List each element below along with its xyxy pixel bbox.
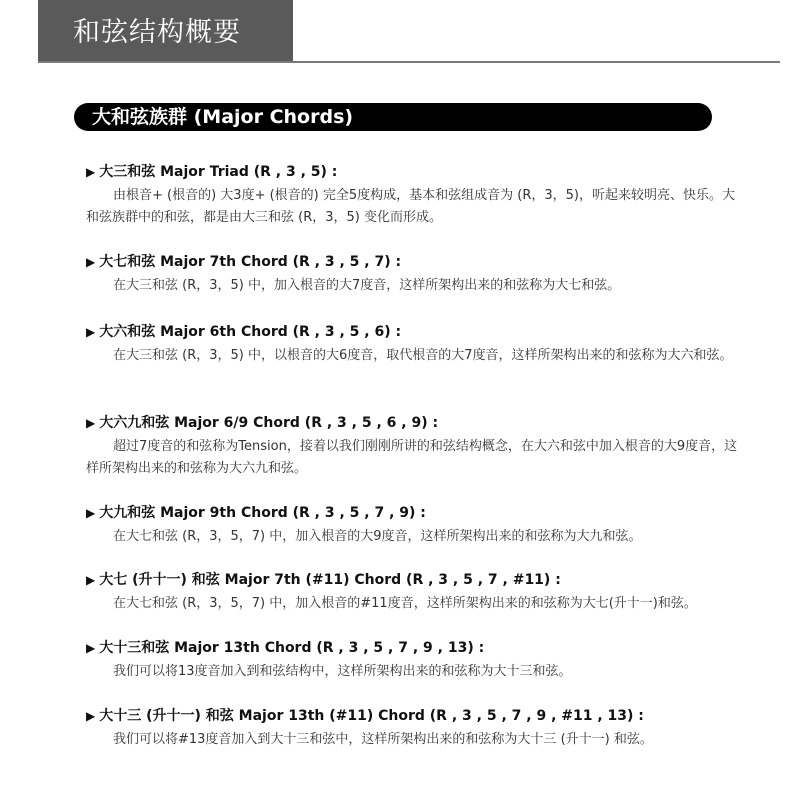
chord-item-major-13th (86, 638, 746, 683)
chord-title: 大七 (升十一) 和弦 Major 7th (#11) Chord (R , 3 , 5 , 7 , #11) : (99, 572, 561, 588)
chord-item-major-triad (86, 162, 746, 229)
chord-title: 大九和弦 Major 9th Chord (R , 3 , 5 , 7 , 9) : (99, 505, 426, 521)
chord-item-major-13th-sharp-11 (86, 706, 746, 751)
chord-title: 大六九和弦 Major 6/9 Chord (R , 3 , 5 , 6 , 9) : (99, 415, 439, 431)
chord-item-major-7th-sharp-11 (86, 570, 746, 615)
bullet-arrow-icon: ▶ (86, 165, 96, 179)
chord-title: 大三和弦 Major Triad (R , 3 , 5) : (99, 164, 338, 180)
chord-description: 由根音+ (根音的) 大3度+ (根音的) 完全5度构成，基本和弦组成音为 (R，3，5)，听起来较明亮、快乐。大和弦族群中的和弦，都是由大三和弦 (R，3，5) 变化而形成。 (86, 188, 735, 225)
bullet-arrow-icon: ▶ (86, 325, 96, 339)
chord-title: 大十三和弦 Major 13th Chord (R , 3 , 5 , 7 , 9 , 13) : (99, 640, 485, 656)
header-block (38, 0, 293, 63)
chord-description: 在大三和弦 (R，3，5) 中，加入根音的大7度音，这样所架构出来的和弦称为大七和弦。 (113, 278, 621, 293)
bullet-arrow-icon: ▶ (86, 416, 96, 430)
section-title: 大和弦族群 (Major Chords) (92, 106, 354, 128)
chord-description: 我们可以将#13度音加入到大十三和弦中，这样所架构出来的和弦称为大十三 (升十一) 和弦。 (113, 732, 653, 747)
chord-description: 在大七和弦 (R，3，5，7) 中，加入根音的大9度音，这样所架构出来的和弦称为大九和弦。 (113, 529, 642, 544)
section-banner (74, 103, 712, 131)
chord-title: 大十三 (升十一) 和弦 Major 13th (#11) Chord (R , 3 , 5 , 7 , 9 , #11 , 13) : (99, 708, 644, 724)
header-divider (38, 61, 780, 63)
chord-item-major-6-9 (86, 413, 746, 480)
chord-description: 超过7度音的和弦称为Tension，接着以我们刚刚所讲的和弦结构概念，在大六和弦中加入根音的大9度音，这样所架构出来的和弦称为大六九和弦。 (86, 439, 738, 476)
chord-item-major-9th (86, 503, 746, 548)
chord-description: 我们可以将13度音加入到和弦结构中，这样所架构出来的和弦称为大十三和弦。 (113, 664, 572, 679)
chord-item-major-6th (86, 322, 746, 367)
chord-title: 大七和弦 Major 7th Chord (R , 3 , 5 , 7) : (99, 254, 402, 270)
bullet-arrow-icon: ▶ (86, 641, 96, 655)
bullet-arrow-icon: ▶ (86, 709, 96, 723)
bullet-arrow-icon: ▶ (86, 573, 96, 587)
chord-item-major-7th (86, 252, 746, 297)
chord-description: 在大三和弦 (R，3，5) 中，以根音的大6度音，取代根音的大7度音，这样所架构出来的和弦称为大六和弦。 (113, 348, 733, 363)
page-title: 和弦结构概要 (73, 17, 241, 48)
bullet-arrow-icon: ▶ (86, 506, 96, 520)
chord-description: 在大七和弦 (R，3，5，7) 中，加入根音的#11度音，这样所架构出来的和弦称为大七(升十一)和弦。 (113, 596, 697, 611)
bullet-arrow-icon: ▶ (86, 255, 96, 269)
chord-title: 大六和弦 Major 6th Chord (R , 3 , 5 , 6) : (99, 324, 402, 340)
